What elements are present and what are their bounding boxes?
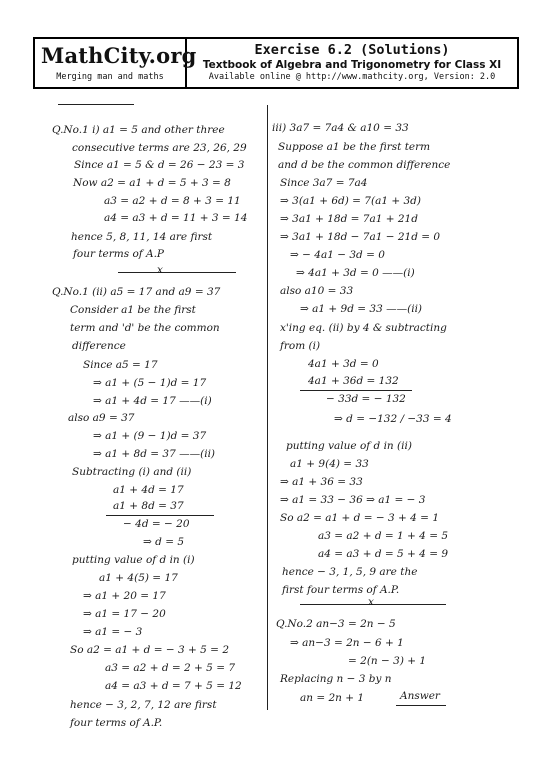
left-line: − 4d = − 20 xyxy=(123,518,190,530)
right-line: 4a1 + 3d = 0 xyxy=(308,358,379,370)
left-line: four terms of A.P. xyxy=(70,717,163,729)
right-line: Q.No.2 an−3 = 2n − 5 xyxy=(276,618,396,630)
right-line: ⇒ d = −132 / −33 = 4 xyxy=(334,413,452,425)
left-line: four terms of A.P xyxy=(73,248,164,260)
logo-box xyxy=(35,39,197,87)
right-line: 4a1 + 36d = 132 xyxy=(308,375,399,387)
left-line: putting value of d in (i) xyxy=(72,554,195,566)
left-line: difference xyxy=(72,340,126,352)
right-line: Suppose a1 be the first term xyxy=(278,141,431,153)
right-line: a3 = a2 + d = 1 + 4 = 5 xyxy=(318,530,449,542)
left-line: ⇒ a1 + (9 − 1)d = 37 xyxy=(93,430,207,442)
left-line: a4 = a3 + d = 11 + 3 = 14 xyxy=(104,212,248,224)
left-line: Q.No.1 i) a1 = 5 and other three xyxy=(52,124,225,136)
subtraction-rule xyxy=(106,515,214,516)
left-line: ⇒ a1 = − 3 xyxy=(83,626,143,638)
left-line: So a2 = a1 + d = − 3 + 5 = 2 xyxy=(70,644,229,656)
right-line: ⇒ a1 + 36 = 33 xyxy=(280,476,363,488)
left-line: ⇒ a1 + 8d = 37 ——(ii) xyxy=(93,448,216,460)
left-line: a3 = a2 + d = 8 + 3 = 11 xyxy=(104,195,241,207)
left-line: Consider a1 be the first xyxy=(70,304,196,316)
left-line: ⇒ a1 + (5 − 1)d = 17 xyxy=(93,377,207,389)
left-line: hence − 3, 2, 7, 12 are first xyxy=(70,699,217,711)
right-line: ⇒ 3a1 + 18d − 7a1 − 21d = 0 xyxy=(280,231,441,243)
right-line: = 2(n − 3) + 1 xyxy=(348,655,427,667)
textbook-subtitle: Textbook of Algebra and Trigonometry for Class XI xyxy=(202,59,502,71)
left-line: Subtracting (i) and (ii) xyxy=(72,466,192,478)
section-separator xyxy=(118,272,236,273)
right-line: from (i) xyxy=(280,340,321,352)
right-line: first four terms of A.P. xyxy=(282,584,400,596)
right-line: iii) 3a7 = 7a4 & a10 = 33 xyxy=(272,122,409,134)
left-line: a3 = a2 + d = 2 + 5 = 7 xyxy=(105,662,236,674)
left-line: ⇒ a1 + 20 = 17 xyxy=(83,590,166,602)
right-line: and d be the common difference xyxy=(278,159,451,171)
left-line: Since a1 = 5 & d = 26 − 23 = 3 xyxy=(74,159,245,171)
exercise-title: Exercise 6.2 (Solutions) xyxy=(254,42,450,58)
right-line: a4 = a3 + d = 5 + 4 = 9 xyxy=(318,548,449,560)
tagline: Merging man and maths xyxy=(56,72,164,82)
answer-underline xyxy=(396,705,446,706)
left-line: hence 5, 8, 11, 14 are first xyxy=(71,231,213,243)
left-line: a1 + 4(5) = 17 xyxy=(99,572,178,584)
right-line: Replacing n − 3 by n xyxy=(280,673,392,685)
top-rule xyxy=(58,104,134,105)
header-titles xyxy=(187,39,517,82)
left-line: a4 = a3 + d = 7 + 5 = 12 xyxy=(105,680,242,692)
left-line: a1 + 8d = 37 xyxy=(113,500,184,512)
left-line: also a9 = 37 xyxy=(68,412,135,424)
separator-mark: x xyxy=(157,264,163,276)
right-line: − 33d = − 132 xyxy=(326,393,406,405)
column-divider xyxy=(267,105,268,710)
left-line: consecutive terms are 23, 26, 29 xyxy=(72,142,247,154)
right-line: ⇒ 4a1 + 3d = 0 ——(i) xyxy=(296,267,415,279)
right-line: ⇒ a1 + 9d = 33 ——(ii) xyxy=(300,303,423,315)
page-header xyxy=(33,37,519,89)
left-line: Since a5 = 17 xyxy=(83,359,158,371)
right-line: ⇒ 3a1 + 18d = 7a1 + 21d xyxy=(280,213,418,225)
separator-mark: x xyxy=(368,596,374,608)
subtraction-rule-right xyxy=(300,390,412,391)
right-line: putting value of d in (ii) xyxy=(286,440,412,452)
left-line: ⇒ a1 + 4d = 17 ——(i) xyxy=(93,395,212,407)
mathcity-logo: MathCity.org xyxy=(41,43,197,68)
right-line: Since 3a7 = 7a4 xyxy=(280,177,368,189)
right-line: ⇒ an−3 = 2n − 6 + 1 xyxy=(290,637,404,649)
right-line: So a2 = a1 + d = − 3 + 4 = 1 xyxy=(280,512,439,524)
right-line: ⇒ a1 = 33 − 36 ⇒ a1 = − 3 xyxy=(280,494,426,506)
right-line: also a10 = 33 xyxy=(280,285,354,297)
left-line: Now a2 = a1 + d = 5 + 3 = 8 xyxy=(73,177,231,189)
availability-line: Available online @ http://www.mathcity.org, Version: 2.0 xyxy=(208,72,496,82)
left-line: ⇒ d = 5 xyxy=(143,536,185,548)
right-line: ⇒ 3(a1 + 6d) = 7(a1 + 3d) xyxy=(280,195,421,207)
right-line: hence − 3, 1, 5, 9 are the xyxy=(282,566,418,578)
right-line: an = 2n + 1 xyxy=(300,692,365,704)
answer-label: Answer xyxy=(400,690,440,702)
left-line: a1 + 4d = 17 xyxy=(113,484,184,496)
left-line: ⇒ a1 = 17 − 20 xyxy=(83,608,166,620)
right-line: ⇒ − 4a1 − 3d = 0 xyxy=(290,249,385,261)
right-line: x'ing eq. (ii) by 4 & subtracting xyxy=(280,322,447,334)
left-line: term and 'd' be the common xyxy=(70,322,220,334)
left-line: Q.No.1 (ii) a5 = 17 and a9 = 37 xyxy=(52,286,221,298)
right-line: a1 + 9(4) = 33 xyxy=(290,458,369,470)
